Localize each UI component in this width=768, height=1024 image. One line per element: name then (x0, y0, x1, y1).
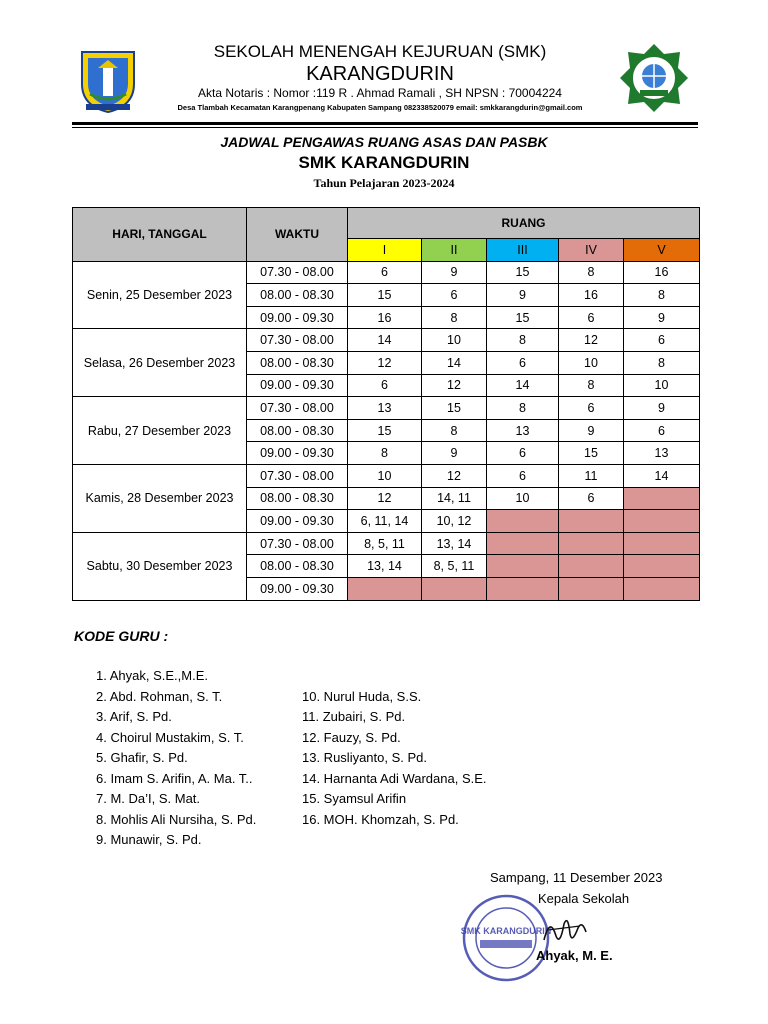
room-1-supervisor-cell: 13, 14 (348, 555, 422, 578)
time-cell: 09.00 - 09.30 (247, 306, 348, 329)
header-divider-thick (72, 122, 698, 125)
teacher-code-item: 7. M. Da’I, S. Mat. (96, 791, 201, 806)
room-3-supervisor-cell (487, 555, 559, 578)
room-4-supervisor-cell: 6 (559, 487, 624, 510)
teacher-code-item: 11. Zubairi, S. Pd. (302, 709, 406, 724)
room-1-supervisor-cell: 12 (348, 351, 422, 374)
teacher-code-item: 10. Nurul Huda, S.S. (302, 688, 422, 704)
teacher-code-item: 1. Ahyak, S.E.,M.E. (96, 668, 208, 683)
teacher-code-item: 2. Abd. Rohman, S. T. (96, 688, 223, 704)
day-date-cell: Selasa, 26 Desember 2023 (73, 329, 247, 397)
teacher-code-item: 4. Choirul Mustakim, S. T. (96, 729, 244, 745)
room-4-supervisor-cell: 10 (559, 351, 624, 374)
teacher-code-item: 8. Mohlis Ali Nursiha, S. Pd. (96, 811, 257, 827)
room-4-supervisor-cell: 11 (559, 464, 624, 487)
school-type-heading: SEKOLAH MENENGAH KEJURUAN (SMK) (213, 42, 547, 61)
room-3-supervisor-cell: 6 (487, 351, 559, 374)
day-date-cell: Senin, 25 Desember 2023 (73, 261, 247, 329)
room-4-supervisor-cell: 9 (559, 419, 624, 442)
east-java-emblem-logo (76, 48, 140, 114)
teacher-code-item: 16. MOH. Khomzah, S. Pd. (302, 811, 459, 827)
time-cell: 07.30 - 08.00 (247, 397, 348, 420)
room-5-supervisor-cell: 6 (624, 329, 700, 352)
room-2-supervisor-cell: 8 (422, 306, 487, 329)
teacher-code-item: 9. Munawir, S. Pd. (96, 832, 202, 847)
teacher-code-item: 13. Rusliyanto, S. Pd. (302, 750, 428, 765)
schedule-row (73, 532, 700, 555)
schedule-row (73, 329, 700, 352)
time-cell: 08.00 - 08.30 (247, 487, 348, 510)
room-2-supervisor-cell (422, 577, 487, 600)
room-2-supervisor-cell: 9 (422, 261, 487, 284)
room-2-supervisor-cell: 9 (422, 442, 487, 465)
academic-year: Tahun Pelajaran 2023-2024 (313, 176, 455, 190)
teacher-code-item: 14. Harnanta Adi Wardana, S.E. (302, 770, 487, 786)
time-cell: 08.00 - 08.30 (247, 419, 348, 442)
room-4-supervisor-cell (559, 577, 624, 600)
room-4-supervisor-cell: 15 (559, 442, 624, 465)
room-4-supervisor-cell: 16 (559, 284, 624, 307)
time-cell: 07.30 - 08.00 (247, 329, 348, 352)
room-3-supervisor-cell: 8 (487, 329, 559, 352)
notary-line: Akta Notaris : Nomor :119 R . Ahmad Ramali , SH NPSN : 70004224 (198, 86, 562, 100)
room-4-supervisor-cell (559, 555, 624, 578)
signer-name: Ahyak, M. E. (536, 948, 613, 963)
room-1-supervisor-cell: 12 (348, 487, 422, 510)
room-3-supervisor-cell: 6 (487, 464, 559, 487)
room-5-supervisor-cell: 8 (624, 284, 700, 307)
room-2-supervisor-cell: 8 (422, 419, 487, 442)
room-1-supervisor-cell (348, 577, 422, 600)
room-5-supervisor-cell (624, 577, 700, 600)
room-4-supervisor-cell: 8 (559, 374, 624, 397)
school-crest-logo (618, 42, 690, 114)
time-cell: 09.00 - 09.30 (247, 374, 348, 397)
room-3-supervisor-cell (487, 532, 559, 555)
room-header-1: I (348, 239, 422, 262)
room-2-supervisor-cell: 10 (422, 329, 487, 352)
time-cell: 07.30 - 08.00 (247, 464, 348, 487)
room-1-supervisor-cell: 15 (348, 419, 422, 442)
room-2-supervisor-cell: 14, 11 (422, 487, 487, 510)
room-5-supervisor-cell (624, 532, 700, 555)
room-3-supervisor-cell (487, 510, 559, 533)
teacher-code-item: 15. Syamsul Arifin (302, 791, 407, 806)
room-5-supervisor-cell: 16 (624, 261, 700, 284)
room-1-supervisor-cell: 8 (348, 442, 422, 465)
room-2-supervisor-cell: 13, 14 (422, 532, 487, 555)
time-cell: 08.00 - 08.30 (247, 555, 348, 578)
room-5-supervisor-cell: 14 (624, 464, 700, 487)
teacher-code-item: 3. Arif, S. Pd. (96, 709, 172, 724)
room-3-supervisor-cell: 10 (487, 487, 559, 510)
room-1-supervisor-cell: 14 (348, 329, 422, 352)
room-2-supervisor-cell: 6 (422, 284, 487, 307)
room-2-supervisor-cell: 12 (422, 464, 487, 487)
time-cell: 07.30 - 08.00 (247, 261, 348, 284)
time-cell: 09.00 - 09.30 (247, 442, 348, 465)
room-1-supervisor-cell: 16 (348, 306, 422, 329)
time-cell: 09.00 - 09.30 (247, 577, 348, 600)
room-3-supervisor-cell: 15 (487, 306, 559, 329)
room-2-supervisor-cell: 8, 5, 11 (422, 555, 487, 578)
time-cell: 08.00 - 08.30 (247, 284, 348, 307)
room-5-supervisor-cell: 8 (624, 351, 700, 374)
room-5-supervisor-cell: 9 (624, 306, 700, 329)
handwritten-signature (540, 910, 590, 950)
room-5-supervisor-cell: 13 (624, 442, 700, 465)
room-5-supervisor-cell (624, 510, 700, 533)
document-subtitle: SMK KARANGDURIN (298, 153, 470, 172)
room-4-supervisor-cell: 8 (559, 261, 624, 284)
room-2-supervisor-cell: 14 (422, 351, 487, 374)
teacher-code-list (96, 668, 576, 848)
room-3-supervisor-cell: 14 (487, 374, 559, 397)
room-1-supervisor-cell: 8, 5, 11 (348, 532, 422, 555)
room-1-supervisor-cell: 6, 11, 14 (348, 510, 422, 533)
room-header-5: V (624, 239, 700, 262)
room-3-supervisor-cell: 8 (487, 397, 559, 420)
day-date-cell: Kamis, 28 Desember 2023 (73, 464, 247, 532)
document-title: JADWAL PENGAWAS RUANG ASAS DAN PASBK (220, 134, 548, 150)
room-column-header: RUANG (348, 208, 700, 239)
room-4-supervisor-cell: 6 (559, 306, 624, 329)
teacher-codes-label: KODE GURU : (74, 628, 169, 644)
time-cell: 08.00 - 08.30 (247, 351, 348, 374)
schedule-row (73, 261, 700, 284)
time-cell: 09.00 - 09.30 (247, 510, 348, 533)
room-4-supervisor-cell: 6 (559, 397, 624, 420)
room-5-supervisor-cell (624, 555, 700, 578)
day-column-header: HARI, TANGGAL (73, 208, 247, 262)
school-name-heading: KARANGDURIN (306, 63, 454, 85)
room-1-supervisor-cell: 10 (348, 464, 422, 487)
room-2-supervisor-cell: 12 (422, 374, 487, 397)
room-3-supervisor-cell: 13 (487, 419, 559, 442)
room-header-2: II (422, 239, 487, 262)
room-3-supervisor-cell: 9 (487, 284, 559, 307)
signer-role: Kepala Sekolah (538, 891, 630, 906)
teacher-code-item: 5. Ghafir, S. Pd. (96, 750, 188, 765)
supervisor-schedule-table (72, 207, 700, 601)
room-header-3: III (487, 239, 559, 262)
room-5-supervisor-cell (624, 487, 700, 510)
room-5-supervisor-cell: 10 (624, 374, 700, 397)
room-3-supervisor-cell: 15 (487, 261, 559, 284)
schedule-row (73, 397, 700, 420)
room-4-supervisor-cell (559, 510, 624, 533)
teacher-code-item: 12. Fauzy, S. Pd. (302, 729, 401, 745)
room-2-supervisor-cell: 15 (422, 397, 487, 420)
room-5-supervisor-cell: 9 (624, 397, 700, 420)
room-1-supervisor-cell: 13 (348, 397, 422, 420)
room-3-supervisor-cell (487, 577, 559, 600)
header-divider-thin (72, 127, 698, 128)
schedule-row (73, 464, 700, 487)
room-1-supervisor-cell: 6 (348, 261, 422, 284)
signing-place-date: Sampang, 11 Desember 2023 (490, 870, 663, 885)
time-column-header: WAKTU (247, 208, 348, 262)
room-4-supervisor-cell (559, 532, 624, 555)
room-3-supervisor-cell: 6 (487, 442, 559, 465)
time-cell: 07.30 - 08.00 (247, 532, 348, 555)
room-4-supervisor-cell: 12 (559, 329, 624, 352)
day-date-cell: Sabtu, 30 Desember 2023 (73, 532, 247, 600)
room-5-supervisor-cell: 6 (624, 419, 700, 442)
room-header-4: IV (559, 239, 624, 262)
room-2-supervisor-cell: 10, 12 (422, 510, 487, 533)
room-1-supervisor-cell: 15 (348, 284, 422, 307)
room-1-supervisor-cell: 6 (348, 374, 422, 397)
stamp-text: SMK KARANGDURIN (460, 926, 552, 936)
teacher-code-item: 6. Imam S. Arifin, A. Ma. T.. (96, 770, 253, 786)
day-date-cell: Rabu, 27 Desember 2023 (73, 397, 247, 465)
address-line: Desa Tlambah Kecamatan Karangpenang Kabupaten Sampang 082338520079 email: smkkarangdurin@gmail.com (177, 103, 583, 112)
